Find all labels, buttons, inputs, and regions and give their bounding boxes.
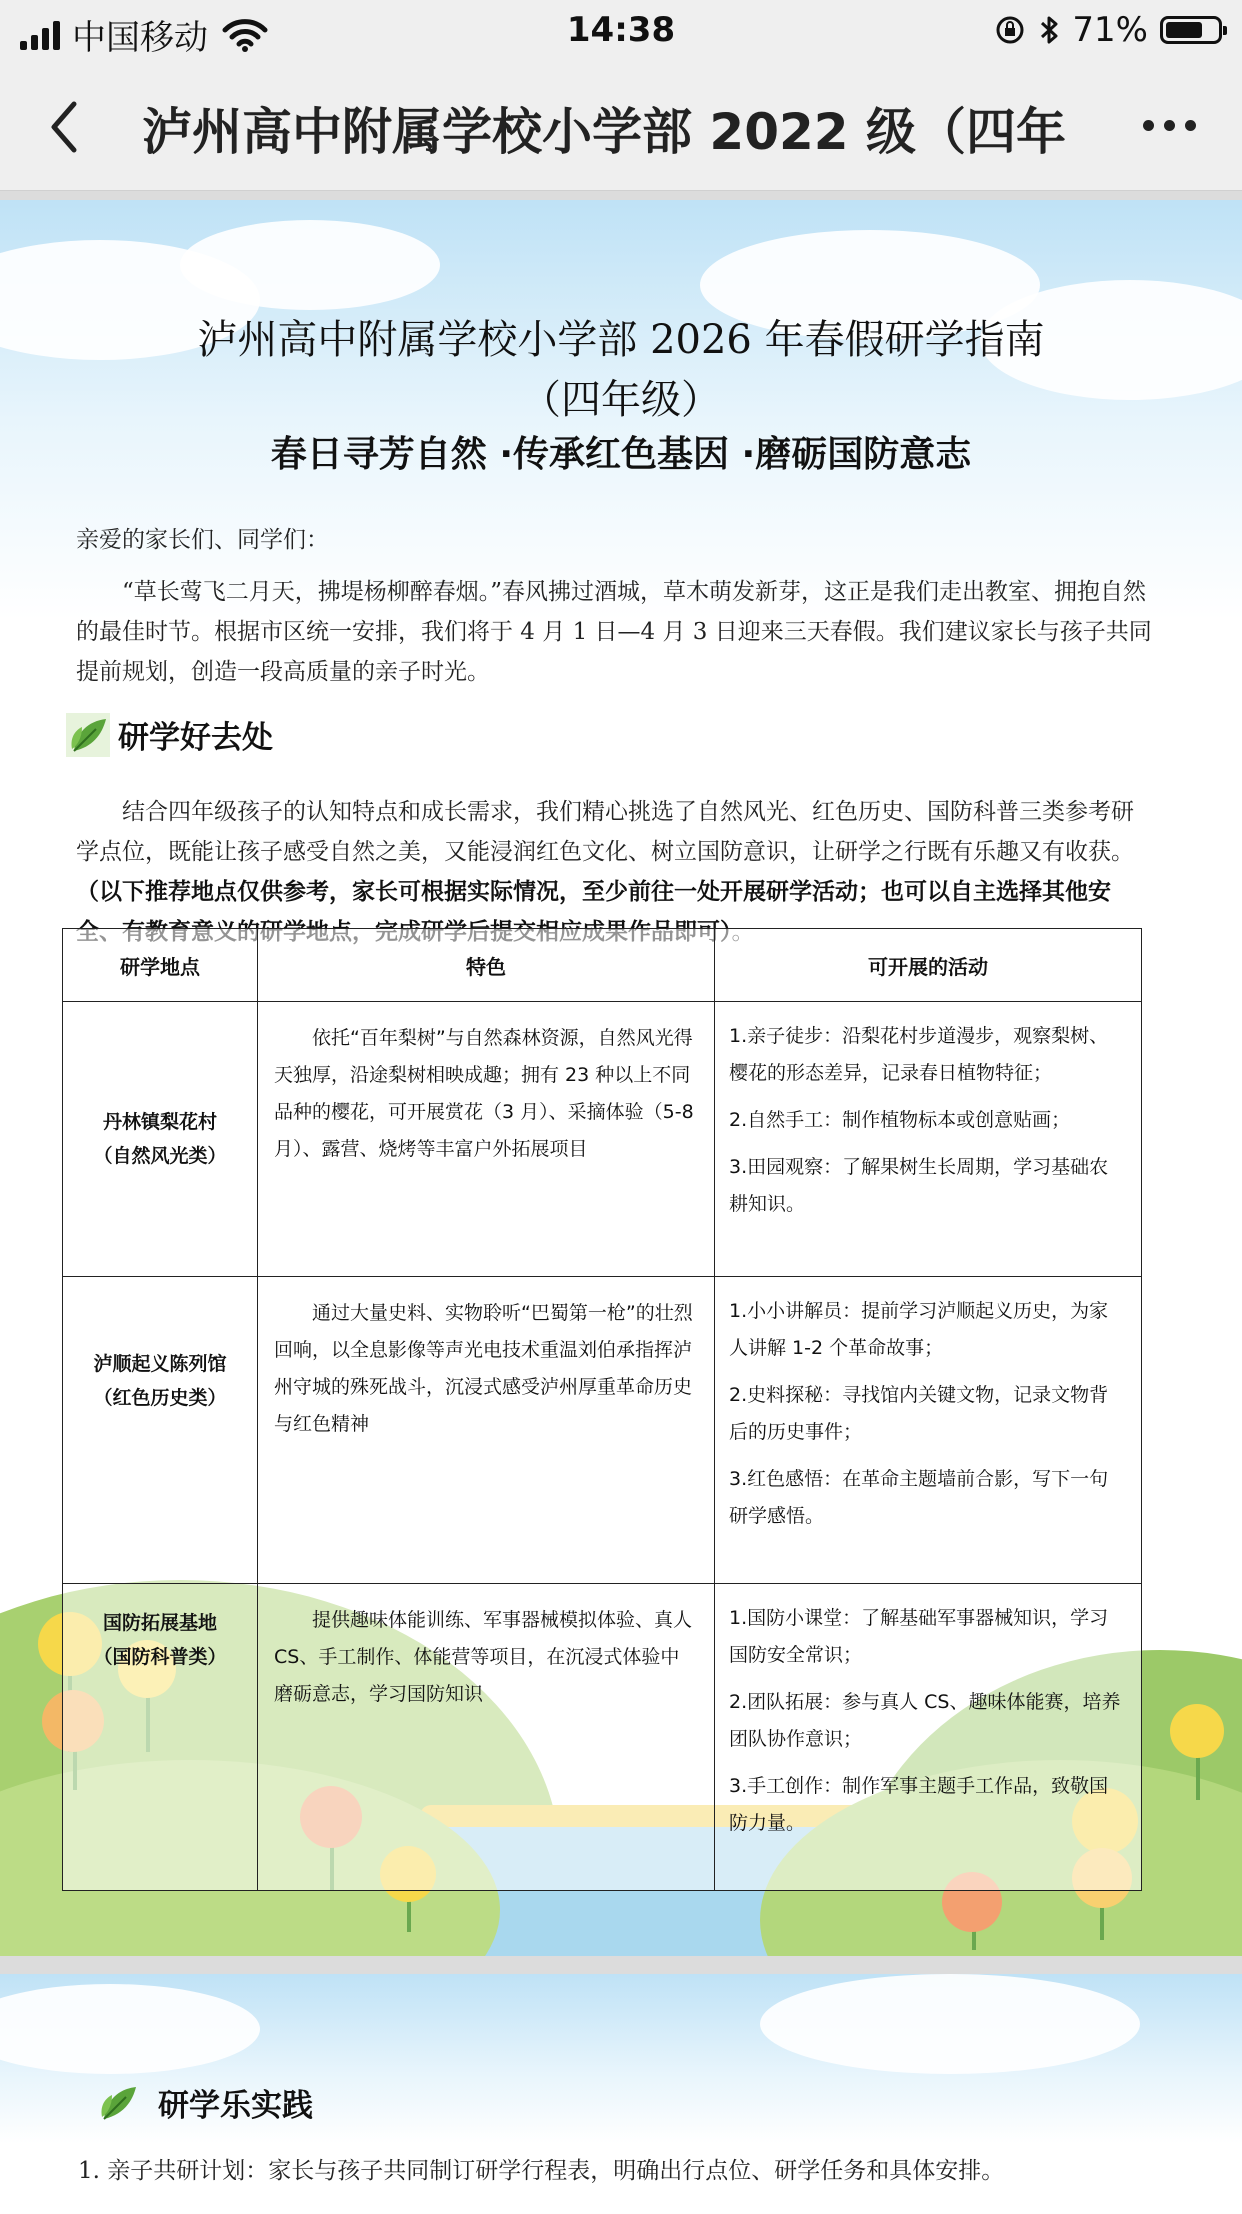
activities-cell (715, 1277, 1142, 1584)
bluetooth-icon (1038, 14, 1060, 46)
cloud-decoration (0, 1984, 260, 2074)
activities-cell (715, 1584, 1142, 1891)
back-chevron-icon[interactable] (40, 92, 90, 162)
battery-icon (1160, 16, 1222, 44)
feature-text: 提供趣味体能训练、军事器械模拟体验、真人 CS、手工制作、体能营等项目，在沉浸式体验中磨砺意志，学习国防知识 (274, 1609, 693, 1705)
document-grade: （四年级） (521, 377, 721, 423)
leaf-icon (96, 2081, 140, 2125)
battery-percent: 71% (1072, 10, 1148, 50)
intro-paragraph: “草长莺飞二月天，拂堤杨柳醉春烟。”春风拂过酒城，草木萌发新芽，这正是我们走出教室、拥抱自然的最佳时节。根据市区统一安排，我们将于 4 月 1 日—4 月 3 日迎来三天春假。我们建议家长与孩子共同提前规划，创造一段高质量的亲子时光。 (76, 579, 1152, 685)
document-page-1 (0, 200, 1242, 1956)
status-bar (0, 0, 1242, 62)
feature-cell (258, 1584, 715, 1891)
activities-cell (715, 1002, 1142, 1277)
place-cell (63, 1277, 258, 1584)
navigation-bar (0, 62, 1242, 191)
section-body: 结合四年级孩子的认知特点和成长需求，我们精心挑选了自然风光、红色历史、国防科普三类参考研学点位，既能让孩子感受自然之美，又能浸润红色文化、树立国防意识，让研学之行既有乐趣又有收获。 (76, 799, 1134, 865)
place-category: （红色历史类） (93, 1387, 227, 1409)
activity-item: 1.亲子徒步：沿梨花村步道漫步，观察梨树、樱花的形态差异，记录春日植物特征； (729, 1025, 1109, 1084)
page-title: 泸州高中附属学校小学部 2022 级（四年 (142, 103, 1066, 156)
column-header: 可开展的活动 (715, 929, 1142, 1002)
activity-item: 1.国防小课堂：了解基础军事器械知识，学习国防安全常识； (729, 1607, 1109, 1666)
column-header: 研学地点 (63, 929, 258, 1002)
leaf-icon (66, 713, 110, 757)
section-title: 研学乐实践 (158, 2088, 313, 2124)
feature-cell (258, 1277, 715, 1584)
list-item: 1. 亲子共研计划：家长与孩子共同制订研学行程表，明确出行点位、研学任务和具体安排。 (78, 2158, 1005, 2184)
activity-item: 2.史料探秘：寻找馆内关键文物，记录文物背后的历史事件； (729, 1384, 1109, 1443)
place-name: 泸顺起义陈列馆 (93, 1353, 227, 1375)
activity-item: 3.手工创作：制作军事主题手工作品，致敬国防力量。 (729, 1775, 1109, 1834)
table-row (63, 1277, 1142, 1584)
place-category: （国防科普类） (93, 1646, 227, 1668)
document-title: 泸州高中附属学校小学部 2026 年春假研学指南 (197, 317, 1045, 363)
cloud-decoration (180, 220, 440, 310)
section-heading (66, 712, 273, 757)
place-category: （自然风光类） (93, 1145, 227, 1167)
activity-item: 2.团队拓展：参与真人 CS、趣味体能赛，培养团队协作意识； (729, 1691, 1121, 1750)
table-header-row (63, 929, 1142, 1002)
clock: 14:38 (566, 10, 676, 50)
section-note: （以下推荐地点仅供参考，家长可根据实际情况，至少前往一处开展研学活动；也可以自主选择其他安 (76, 878, 1111, 905)
document-page-2 (0, 1974, 1242, 2214)
activity-item: 2.自然手工：制作植物标本或创意贴画； (729, 1109, 1071, 1131)
carrier-label: 中国移动 (72, 18, 208, 58)
place-name: 国防拓展基地 (102, 1612, 217, 1634)
greeting: 亲爱的家长们、同学们： (76, 527, 329, 553)
rotation-lock-icon (994, 14, 1026, 46)
battery-level (1166, 22, 1202, 38)
table-row (63, 1584, 1142, 1891)
feature-cell (258, 1002, 715, 1277)
section-title: 研学好去处 (118, 720, 273, 756)
activity-item: 3.红色感悟：在革命主题墙前合影，写下一句研学感悟。 (729, 1468, 1109, 1527)
activity-item: 3.田园观察：了解果树生长周期，学习基础农耕知识。 (729, 1156, 1109, 1215)
study-site-table (62, 928, 1142, 1891)
place-cell (63, 1002, 258, 1277)
place-cell (63, 1584, 258, 1891)
section-heading (96, 2080, 313, 2125)
table-row (63, 1002, 1142, 1277)
activity-item: 1.小小讲解员：提前学习泸顺起义历史，为家人讲解 1-2 个革命故事； (729, 1300, 1109, 1359)
document-subtitle: 春日寻芳自然 ·传承红色基因 ·磨砺国防意志 (270, 434, 972, 475)
cloud-decoration (760, 1974, 1140, 2074)
flower-decoration (1170, 1704, 1224, 1758)
place-name: 丹林镇梨花村 (102, 1111, 217, 1133)
column-header: 特色 (258, 929, 715, 1002)
feature-text: 依托“百年梨树”与自然森林资源，自然风光得天独厚，沿途梨树相映成趣；拥有 23 种以上不同品种的樱花，可开展赏花（3 月）、采摘体验（5-8 月）、露营、烧烤等丰富户外拓展项目 (274, 1027, 694, 1160)
more-options-icon[interactable] (1143, 120, 1196, 131)
feature-text: 通过大量史料、实物聆听“巴蜀第一枪”的壮烈回响，以全息影像等声光电技术重温刘伯承指挥泸州守城的殊死战斗，沉浸式感受泸州厚重革命历史与红色精神 (274, 1302, 693, 1435)
